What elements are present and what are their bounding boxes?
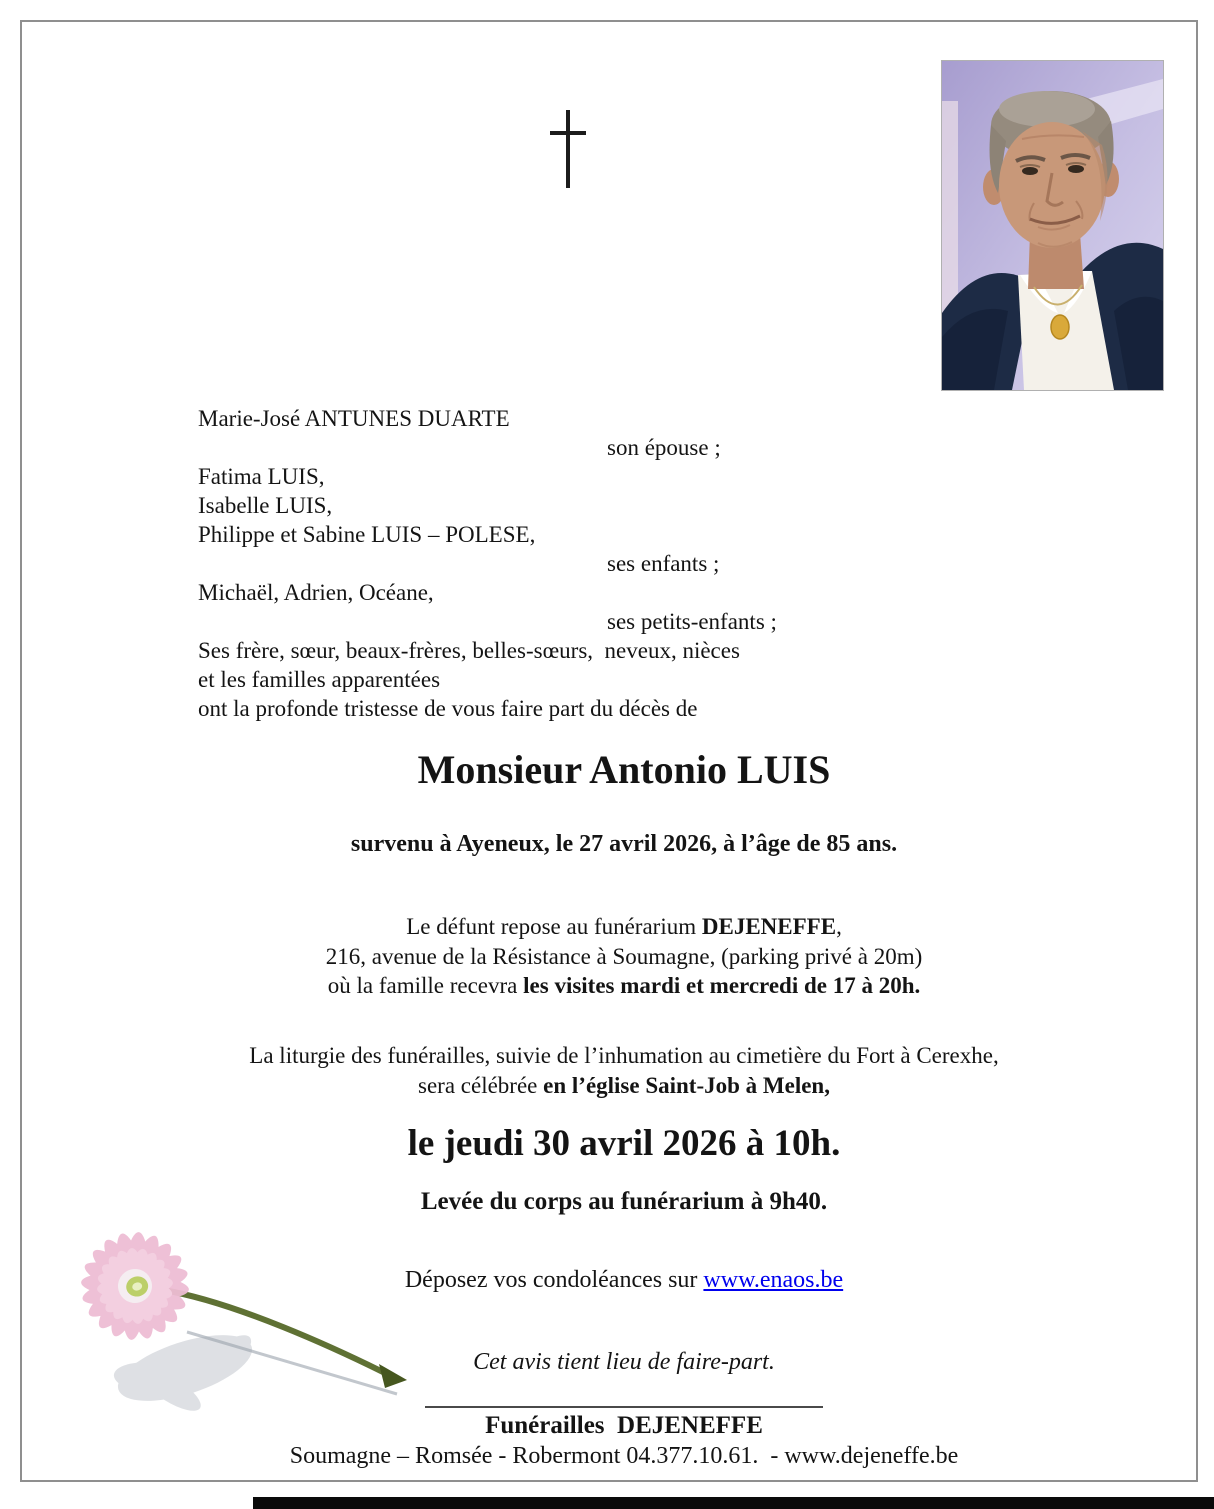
condolences-line: Déposez vos condoléances sur www.enaos.be <box>404 1267 844 1293</box>
family-relation-label: ses enfants ; <box>607 551 720 576</box>
footer-divider <box>425 1406 823 1408</box>
enaos-link[interactable]: www.enaos.be <box>703 1267 844 1293</box>
flower-illustration <box>35 1200 415 1430</box>
family-line: ont la profonde tristesse de vous faire part du décès de <box>198 696 698 721</box>
visit-hours: les visites mardi et mercredi de 17 à 20h. <box>523 973 921 998</box>
funeral-home-name: DEJENEFFE <box>701 914 837 939</box>
family-line: Philippe et Sabine LUIS – POLESE, <box>198 522 536 547</box>
family-line: Michaël, Adrien, Océane, <box>198 580 434 605</box>
death-date-line: survenu à Ayeneux, le 27 avril 2026, à l’âge de 85 ans. <box>350 831 898 857</box>
family-line: Isabelle LUIS, <box>198 493 333 518</box>
repose-paragraph <box>190 912 1058 1001</box>
repose-line2: 216, avenue de la Résistance à Soumagne, (parking privé à 20m) <box>325 943 923 969</box>
family-line: Ses frère, sœur, beaux-frères, belles-sœurs, neveux, nièces <box>198 638 740 663</box>
portrait-illustration <box>942 61 1163 390</box>
repose-line3: où la famille recevra les visites mardi et mercredi de 17 à 20h. <box>327 973 921 998</box>
family-line: Marie-José ANTUNES DUARTE <box>198 406 510 431</box>
church-name: en l’église Saint-Job à Melen, <box>543 1072 830 1098</box>
funeral-home-footer-address: Soumagne – Romsée - Robermont 04.377.10.61. - www.dejeneffe.be <box>289 1443 959 1469</box>
deceased-name-title: Monsieur Antonio LUIS <box>417 747 831 792</box>
faire-part-notice: Cet avis tient lieu de faire-part. <box>473 1349 775 1375</box>
ceremony-date: le jeudi 30 avril 2026 à 10h. <box>407 1123 841 1164</box>
family-line: Fatima LUIS, <box>198 464 325 489</box>
family-relation-label: ses petits-enfants ; <box>607 609 777 634</box>
liturgy-line2: sera célébrée en l’église Saint-Job à Melen, <box>418 1072 830 1098</box>
levee-du-corps-line: Levée du corps au funérarium à 9h40. <box>420 1188 828 1215</box>
family-relation-label: son épouse ; <box>607 435 721 460</box>
family-list <box>190 404 1058 723</box>
deceased-portrait-photo <box>941 60 1164 391</box>
liturgy-paragraph <box>190 1041 1058 1100</box>
pink-gerbera-flower <box>35 1200 415 1430</box>
scan-artifact-strip <box>253 1497 1214 1509</box>
liturgy-line1: La liturgie des funérailles, suivie de l’inhumation au cimetière du Fort à Cerexhe, <box>249 1043 999 1068</box>
funeral-home-footer-name: Funérailles DEJENEFFE <box>485 1412 763 1439</box>
repose-line1: Le défunt repose au funérarium DEJENEFFE, <box>406 914 842 939</box>
family-line: et les familles apparentées <box>198 667 441 692</box>
